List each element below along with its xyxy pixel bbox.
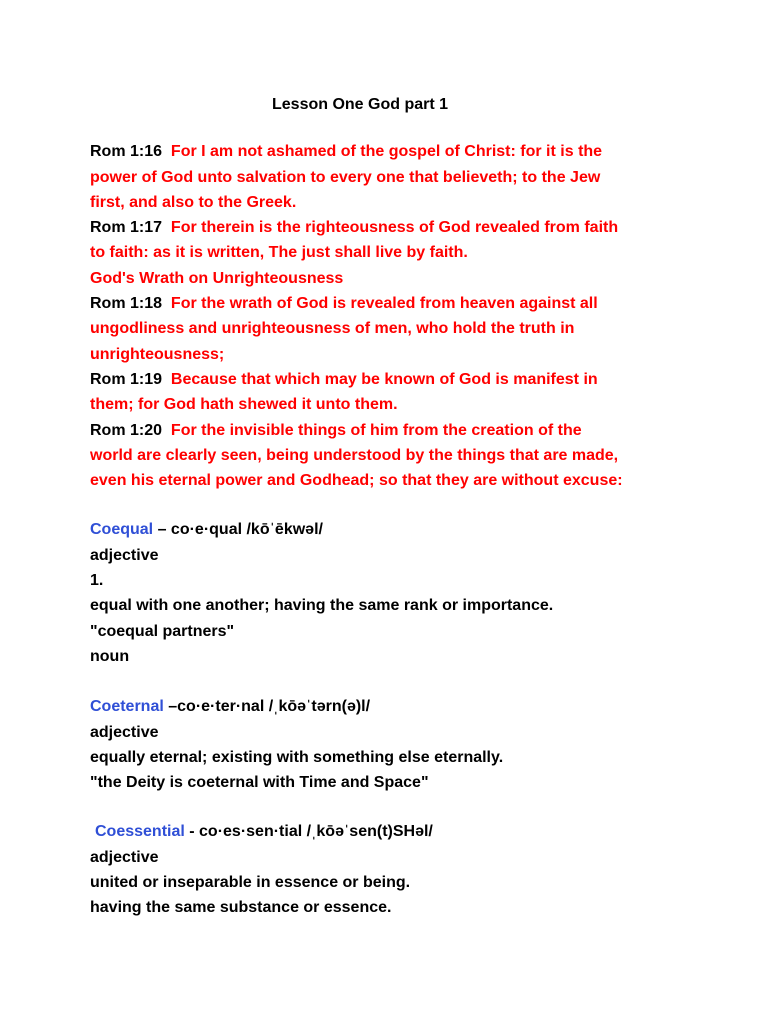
- verse-ref: Rom 1:18: [90, 295, 163, 313]
- verse-text: Because that which may be known of God is manifest in: [170, 370, 598, 388]
- verse-text: even his eternal power and Godhead; so that they are without excuse:: [90, 472, 623, 490]
- definition-line: having the same substance or essence.: [90, 899, 392, 917]
- definition-headword: [90, 694, 730, 719]
- definition-line: "coequal partners": [90, 622, 235, 640]
- definition-line: adjective: [90, 848, 159, 866]
- verse-line: [90, 291, 730, 316]
- definition-term: Coessential: [95, 823, 185, 841]
- verse-text: For therein is the righteousness of God revealed from faith: [170, 219, 619, 237]
- verse-ref: Rom 1:16: [90, 143, 163, 161]
- verse-text: unrighteousness;: [90, 345, 225, 363]
- verse-rom-1-20: [90, 418, 730, 494]
- definition-headword: [90, 517, 730, 542]
- definition-coequal: [90, 517, 730, 669]
- definition-line: 1.: [90, 572, 104, 590]
- definition-line: united or inseparable in essence or being.: [90, 874, 411, 892]
- verse-ref: Rom 1:19: [90, 370, 163, 388]
- verse-ref: Rom 1:20: [90, 421, 163, 439]
- verse-text: them; for God hath shewed it unto them.: [90, 396, 398, 414]
- definition-pronunciation: –co·e·ter·nal /ˌkōəˈtərn(ə)l/: [163, 698, 371, 716]
- verse-rom-1-16: [90, 139, 730, 215]
- definition-pronunciation: - co·es·sen·tial /ˌkōəˈsen(t)SHəl/: [184, 823, 433, 841]
- definition-line: "the Deity is coeternal with Time and Space": [90, 774, 429, 792]
- verses-section: [90, 139, 730, 493]
- verse-text: ungodliness and unrighteousness of men, who hold the truth in: [90, 320, 575, 338]
- verse-rom-1-19: [90, 367, 730, 418]
- definition-term: Coequal: [90, 521, 154, 539]
- verse-text: For the invisible things of him from the creation of the: [170, 421, 582, 439]
- verse-text: For the wrath of God is revealed from heaven against all: [170, 295, 598, 313]
- definition-line: adjective: [90, 546, 159, 564]
- definition-line: equal with one another; having the same rank or importance.: [90, 597, 554, 615]
- verse-text: first, and also to the Greek.: [90, 193, 297, 211]
- verse-text: to faith: as it is written, The just shall live by faith.: [90, 244, 468, 262]
- definition-line: noun: [90, 647, 130, 665]
- definition-coessential: [90, 819, 730, 920]
- verse-rom-1-17: [90, 215, 730, 266]
- verse-line: [90, 215, 730, 240]
- section-heading: God's Wrath on Unrighteousness: [90, 269, 344, 287]
- verse-line: [90, 367, 730, 392]
- verse-line: [90, 139, 730, 164]
- verse-text: For I am not ashamed of the gospel of Christ: for it is the: [170, 143, 603, 161]
- verse-line: [90, 418, 730, 443]
- definition-pronunciation: – co·e·qual /kōˈēkwəl/: [153, 521, 323, 539]
- definition-coeternal: [90, 694, 730, 795]
- verse-ref: Rom 1:17: [90, 219, 163, 237]
- definition-line: equally eternal; existing with something else eternally.: [90, 748, 504, 766]
- definition-line: adjective: [90, 723, 159, 741]
- verse-text: power of God unto salvation to every one that believeth; to the Jew: [90, 168, 601, 186]
- definition-term: Coeternal: [90, 698, 164, 716]
- verse-rom-1-18: [90, 291, 730, 367]
- document-page: [90, 92, 730, 921]
- verse-text: world are clearly seen, being understood by the things that are made,: [90, 446, 619, 464]
- page-title: Lesson One God part 1: [272, 96, 449, 113]
- definition-headword: [90, 819, 730, 844]
